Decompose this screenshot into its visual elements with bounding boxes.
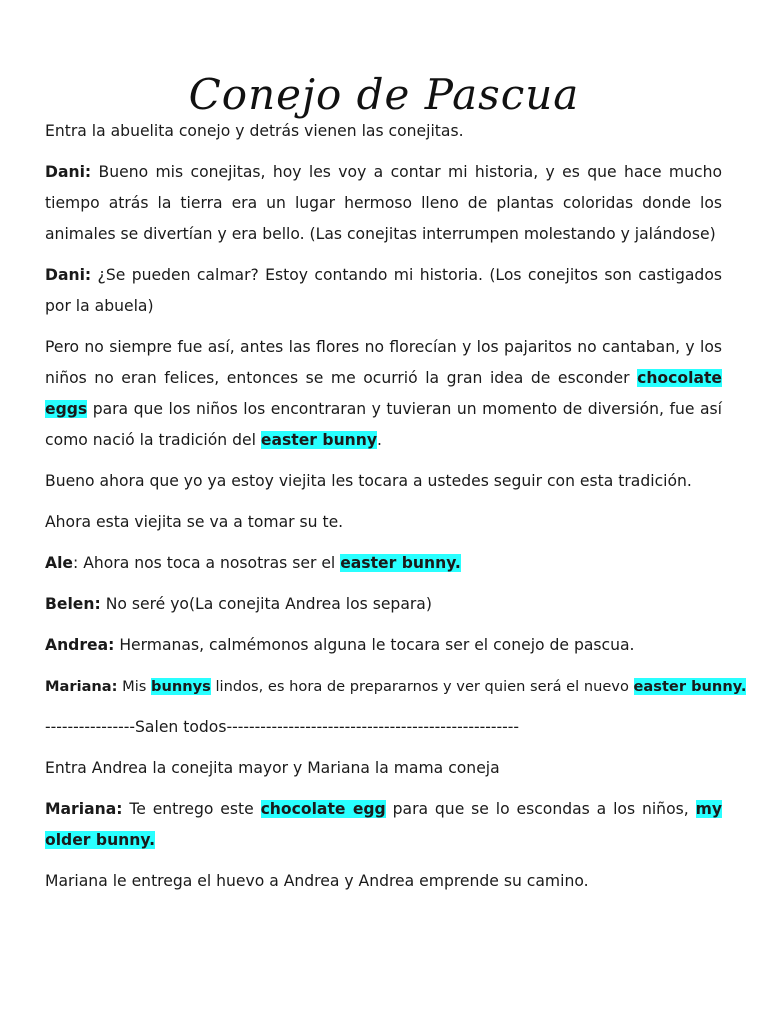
paragraph-text: Bueno mis conejitas, hoy les voy a contar mi historia, y es que hace mucho tiempo atrás la tierra era un lugar hermoso lleno de plantas coloridas donde los animales se divertían y era bello. (Las conejitas interrumpen molestando y jalándose) bbox=[45, 163, 722, 243]
paragraph-text: Mis bbox=[117, 678, 152, 695]
paragraph-text: Hermanas, calmémonos alguna le tocara ser el conejo de pascua. bbox=[114, 636, 635, 654]
highlighted-phrase: easter bunny bbox=[260, 431, 378, 449]
narration-paragraph bbox=[45, 507, 722, 538]
speaker-name: Mariana: bbox=[45, 678, 118, 695]
highlighted-phrase: easter bunny. bbox=[340, 554, 461, 572]
separator-text: ----------------Salen todos---------------------------------------------------- bbox=[45, 718, 520, 736]
dialogue-paragraph bbox=[45, 671, 747, 702]
highlighted-phrase: easter bunny. bbox=[633, 678, 747, 695]
paragraph-text: Mariana le entrega el huevo a Andrea y Andrea emprende su camino. bbox=[45, 872, 589, 890]
paragraph-text: ¿Se pueden calmar? Estoy contando mi historia. (Los conejitos son castigados por la abuela) bbox=[45, 266, 722, 315]
dialogue-paragraph bbox=[45, 548, 722, 579]
stage-direction-paragraph bbox=[45, 753, 722, 784]
highlighted-phrase: chocolate egg bbox=[260, 800, 386, 818]
speaker-name: Ale bbox=[45, 554, 73, 572]
paragraph-text: . bbox=[377, 431, 383, 449]
highlighted-phrase: chocolate eggs bbox=[45, 369, 722, 418]
paragraph-text: Entra la abuelita conejo y detrás vienen las conejitas. bbox=[45, 122, 464, 140]
paragraph-text: lindos, es hora de prepararnos y ver quien será el nuevo bbox=[210, 678, 634, 695]
paragraph-text: Te entrego este bbox=[122, 800, 261, 818]
dialogue-paragraph bbox=[45, 794, 722, 856]
document-body bbox=[45, 116, 747, 907]
document-title: Conejo de Pascua bbox=[188, 70, 580, 120]
narration-paragraph bbox=[45, 332, 722, 456]
dialogue-paragraph bbox=[45, 157, 722, 250]
dialogue-paragraph bbox=[45, 589, 722, 620]
paragraph-text: Ahora esta viejita se va a tomar su te. bbox=[45, 513, 344, 531]
dialogue-paragraph bbox=[45, 630, 722, 661]
stage-direction-paragraph bbox=[45, 866, 722, 897]
paragraph-text: No seré yo(La conejita Andrea los separa) bbox=[100, 595, 432, 613]
highlighted-phrase: my older bunny. bbox=[45, 800, 722, 849]
speaker-name: Dani: bbox=[45, 266, 92, 284]
scene-separator bbox=[45, 712, 722, 743]
paragraph-text: Bueno ahora que yo ya estoy viejita les tocara a ustedes seguir con esta tradición. bbox=[45, 472, 692, 490]
speaker-name: Belen: bbox=[45, 595, 101, 613]
paragraph-text: para que los niños los encontraran y tuvieran un momento de diversión, fue así como nació la tradición del bbox=[45, 400, 722, 449]
stage-direction-paragraph bbox=[45, 116, 722, 147]
narration-paragraph bbox=[45, 466, 722, 497]
speaker-name: Dani: bbox=[45, 163, 92, 181]
paragraph-text: Pero no siempre fue así, antes las flores no florecían y los pajaritos no cantaban, y los niños no eran felices, entonces se me ocurrió la gran idea de esconder bbox=[45, 338, 722, 387]
paragraph-text: Entra Andrea la conejita mayor y Mariana la mama coneja bbox=[45, 759, 500, 777]
dialogue-paragraph bbox=[45, 260, 722, 322]
highlighted-phrase: bunnys bbox=[151, 678, 211, 695]
speaker-name: Mariana: bbox=[45, 800, 123, 818]
paragraph-text: para que se lo escondas a los niños, bbox=[385, 800, 696, 818]
paragraph-text: : Ahora nos toca a nosotras ser el bbox=[73, 554, 341, 572]
speaker-name: Andrea: bbox=[45, 636, 115, 654]
